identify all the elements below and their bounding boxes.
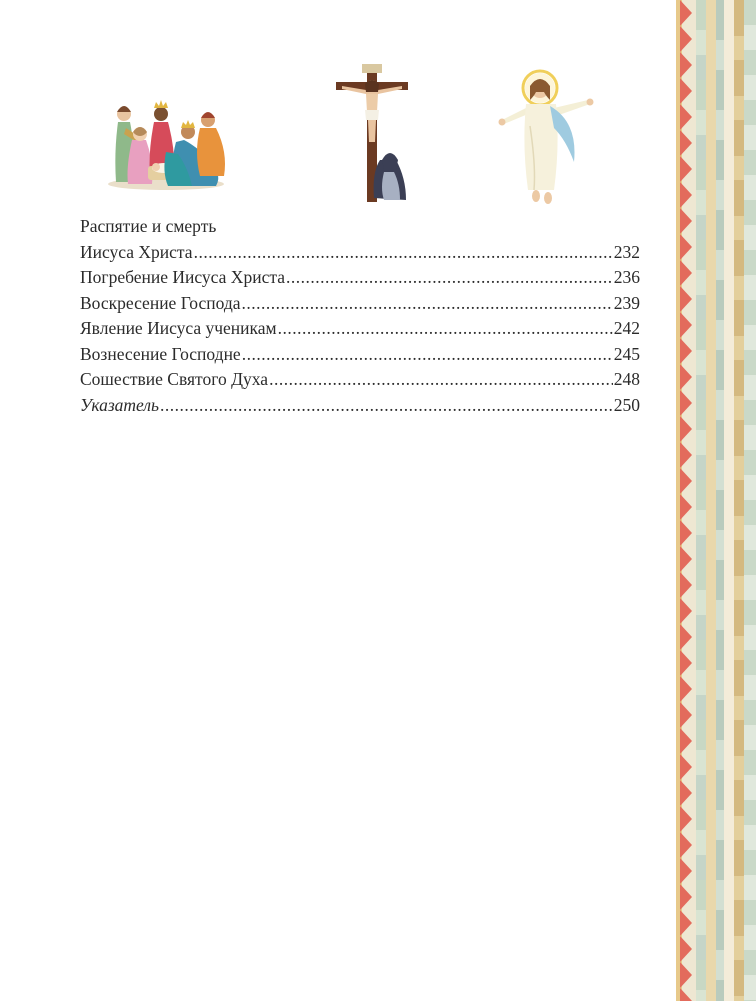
border-triangle bbox=[680, 520, 692, 546]
toc-entry-title-line: Распятие и смерть bbox=[80, 216, 217, 236]
border-stripe bbox=[734, 0, 744, 1001]
border-triangle bbox=[680, 260, 692, 286]
toc-entry-title: Погребение Иисуса Христа bbox=[80, 267, 285, 287]
border-triangle bbox=[680, 780, 692, 806]
toc-entry-title: Воскресение Господа bbox=[80, 292, 241, 313]
border-triangle bbox=[680, 806, 692, 832]
border-triangle bbox=[680, 494, 692, 520]
border-triangle bbox=[680, 650, 692, 676]
border-triangle bbox=[680, 546, 692, 572]
dot-leader bbox=[269, 367, 613, 393]
dot-leader bbox=[242, 291, 613, 317]
border-stripe bbox=[716, 0, 724, 1001]
toc-entry-page: 245 bbox=[613, 343, 640, 364]
nativity-illustration bbox=[104, 92, 234, 192]
border-triangle bbox=[680, 884, 692, 910]
ascension-illustration bbox=[496, 66, 596, 208]
toc-entry-page: 239 bbox=[613, 292, 640, 313]
border-triangle bbox=[680, 442, 692, 468]
border-stripe bbox=[696, 0, 706, 1001]
border-triangle bbox=[680, 338, 692, 364]
border-triangle bbox=[680, 910, 692, 936]
dot-leader bbox=[194, 240, 613, 266]
toc-entry-title: Указатель bbox=[80, 394, 159, 415]
dot-leader bbox=[160, 393, 613, 419]
border-triangle bbox=[680, 0, 692, 26]
dot-leader bbox=[242, 342, 613, 368]
toc-entry-page: 232 bbox=[613, 241, 640, 262]
border-triangle bbox=[680, 572, 692, 598]
dot-leader bbox=[286, 265, 613, 291]
border-triangle bbox=[680, 156, 692, 182]
border-triangle bbox=[680, 416, 692, 442]
border-triangle bbox=[680, 962, 692, 988]
border-triangle bbox=[680, 130, 692, 156]
border-triangle bbox=[680, 702, 692, 728]
border-triangle bbox=[680, 676, 692, 702]
border-triangle bbox=[680, 234, 692, 260]
toc-entry-page: 242 bbox=[613, 318, 640, 338]
toc-entry-page: 236 bbox=[613, 267, 640, 287]
border-triangle bbox=[680, 988, 692, 1001]
border-triangle bbox=[680, 78, 692, 104]
toc-entry-page: 250 bbox=[613, 394, 640, 415]
border-stripe bbox=[724, 0, 734, 1001]
border-triangle bbox=[680, 104, 692, 130]
border-stripe bbox=[744, 0, 756, 1001]
toc-entry-title: Иисуса Христа bbox=[80, 241, 193, 262]
triangle-pattern bbox=[680, 0, 696, 1001]
border-triangle bbox=[680, 624, 692, 650]
table-of-contents bbox=[80, 214, 640, 418]
border-triangle bbox=[680, 832, 692, 858]
border-triangle bbox=[680, 286, 692, 312]
border-triangle bbox=[680, 936, 692, 962]
toc-entry[interactable] bbox=[80, 342, 640, 368]
border-triangle bbox=[680, 754, 692, 780]
border-triangle bbox=[680, 468, 692, 494]
border-triangle bbox=[680, 598, 692, 624]
toc-entry[interactable] bbox=[80, 291, 640, 317]
toc-entry-index[interactable] bbox=[80, 393, 640, 419]
toc-entry[interactable] bbox=[80, 265, 640, 291]
border-triangle bbox=[680, 858, 692, 884]
border-triangle bbox=[680, 52, 692, 78]
toc-entry-title: Вознесение Господне bbox=[80, 343, 241, 364]
border-stripe bbox=[706, 0, 716, 1001]
border-triangle bbox=[680, 26, 692, 52]
border-triangle bbox=[680, 728, 692, 754]
decorative-border bbox=[676, 0, 756, 1001]
border-triangle bbox=[680, 208, 692, 234]
toc-entry[interactable] bbox=[80, 240, 640, 266]
border-triangle bbox=[680, 312, 692, 338]
border-triangle bbox=[680, 182, 692, 208]
crucifixion-illustration bbox=[334, 60, 416, 205]
toc-entry-page: 248 bbox=[613, 369, 640, 389]
toc-entry[interactable] bbox=[80, 316, 640, 342]
toc-entry-title: Сошествие Святого Духа bbox=[80, 369, 269, 389]
toc-entry[interactable] bbox=[80, 367, 640, 393]
border-triangle bbox=[680, 364, 692, 390]
border-triangle bbox=[680, 390, 692, 416]
dot-leader bbox=[278, 316, 613, 342]
toc-entry-title: Явление Иисуса ученикам bbox=[80, 318, 277, 338]
